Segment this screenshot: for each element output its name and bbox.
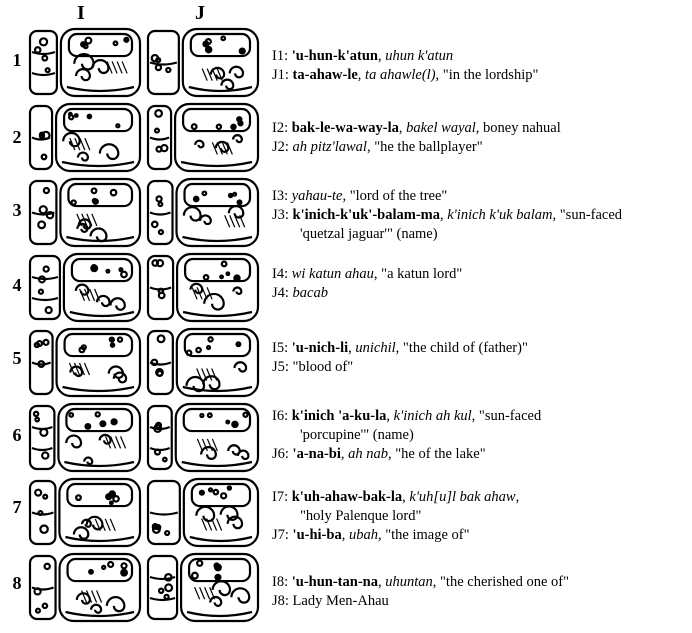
entry-segment: ta ahawle(l): [365, 67, 436, 83]
entry-line: [272, 407, 690, 426]
entry-segment: I7:: [272, 489, 292, 505]
glyph-block: [148, 479, 258, 546]
entry-segment: ,: [377, 48, 386, 64]
entry-line: [272, 445, 690, 464]
glyph-block: [30, 404, 140, 471]
translation-entry-6: [272, 407, 690, 464]
entry-segment: J5:: [272, 359, 293, 375]
glyph-block: [148, 179, 258, 246]
entry-segment: I5:: [272, 340, 292, 356]
entry-segment: uhuntan: [385, 574, 433, 590]
glyph-block: [148, 254, 258, 321]
entry-line: [272, 66, 690, 85]
glyph-block: [148, 554, 258, 621]
entry-segment: ta-ahaw-le: [292, 67, 358, 83]
entry-line: [272, 573, 690, 592]
translation-entry-2: [272, 119, 690, 157]
entry-line: [272, 526, 690, 545]
entry-segment: J1:: [272, 67, 293, 83]
entry-segment: , "in the lordship": [435, 67, 539, 83]
glyph-block: [30, 554, 140, 621]
entry-line: [272, 592, 690, 611]
entry-line: [272, 426, 690, 445]
glyph-block: [30, 29, 140, 96]
entry-segment: uhun k'atun: [385, 48, 454, 64]
entry-segment: ,: [348, 340, 356, 356]
entry-segment: , "the child of (father)": [395, 340, 528, 356]
entry-segment: , "sun-faced: [552, 207, 623, 223]
entry-segment: k'inich ah kul: [393, 408, 472, 424]
entry-line: [272, 206, 690, 225]
entry-segment: 'quetzal jaguar'" (name): [300, 226, 438, 242]
column-header-i: I: [77, 2, 85, 24]
translation-entry-5: [272, 339, 690, 377]
maya-glyph-blocks: [26, 26, 272, 626]
entry-segment: ,: [440, 207, 448, 223]
entry-segment: k'uh[u]l bak ahaw: [409, 489, 516, 505]
entry-segment: I6:: [272, 408, 292, 424]
entry-segment: k'inich 'a-ku-la: [291, 408, 387, 424]
glyph-block: [30, 104, 140, 171]
entry-segment: , "sun-faced: [471, 408, 542, 424]
entry-segment: ah pitz'lawal: [292, 139, 367, 155]
row-number-5: 5: [12, 348, 22, 368]
entry-segment: , "the image of": [377, 527, 470, 543]
glyph-block: [148, 329, 258, 396]
row-number-2: 2: [12, 127, 22, 147]
row-number-3: 3: [12, 200, 22, 220]
translation-entry-8: [272, 573, 690, 611]
column-header-j: J: [195, 2, 205, 24]
entry-segment: J3:: [272, 207, 293, 223]
entry-segment: "blood of": [292, 359, 354, 375]
row-number-8: 8: [12, 573, 22, 593]
entry-segment: bakel wayal: [406, 120, 476, 136]
entry-segment: wi katun ahau: [291, 266, 374, 282]
entry-segment: ,: [377, 574, 386, 590]
entry-segment: ,: [340, 446, 349, 462]
entry-segment: , "he of the lake": [388, 446, 486, 462]
glyph-block: [148, 29, 258, 96]
entry-segment: , "the cherished one of": [432, 574, 569, 590]
entry-segment: 'u-nich-li: [291, 340, 349, 356]
translation-entry-4: [272, 265, 690, 303]
entry-segment: bacab: [292, 285, 328, 301]
row-number-6: 6: [12, 425, 22, 445]
entry-line: [272, 488, 690, 507]
entry-segment: 'u-hi-ba: [292, 527, 342, 543]
entry-segment: ubah: [348, 527, 378, 543]
entry-segment: 'u-hun-tan-na: [291, 574, 378, 590]
entry-line: [272, 138, 690, 157]
entry-segment: J2:: [272, 139, 293, 155]
entry-line: [272, 225, 690, 244]
entry-segment: ,: [386, 408, 394, 424]
entry-segment: 'porcupine'" (name): [300, 427, 414, 443]
entry-line: [272, 47, 690, 66]
glyph-block: [30, 179, 140, 246]
entry-segment: I4:: [272, 266, 292, 282]
glyph-block: [148, 104, 258, 171]
entry-segment: k'inich k'uk balam: [447, 207, 553, 223]
translation-entry-3: [272, 187, 690, 244]
entry-segment: ,: [515, 489, 520, 505]
entry-segment: ah nab: [348, 446, 389, 462]
entry-segment: , "he the ballplayer": [366, 139, 483, 155]
entry-segment: Lady Men-Ahau: [292, 593, 389, 609]
entry-segment: , "a katun lord": [373, 266, 463, 282]
entry-segment: 'a-na-bi: [292, 446, 341, 462]
entry-segment: ,: [398, 120, 407, 136]
row-number-7: 7: [12, 497, 22, 517]
entry-segment: ,: [341, 527, 349, 543]
entry-segment: I3:: [272, 188, 292, 204]
entry-segment: yahau-te: [291, 188, 343, 204]
entry-line: [272, 284, 690, 303]
entry-segment: k'inich-k'uk'-balam-ma: [292, 207, 440, 223]
entry-segment: J8:: [272, 593, 293, 609]
entry-segment: ,: [402, 489, 410, 505]
entry-segment: I2:: [272, 120, 292, 136]
entry-segment: J7:: [272, 527, 293, 543]
entry-segment: I1:: [272, 48, 292, 64]
entry-segment: 'u-hun-k'atun: [291, 48, 378, 64]
translation-entry-7: [272, 488, 690, 545]
glyph-drawing: [26, 26, 272, 626]
entry-line: [272, 507, 690, 526]
glyph-block: [148, 404, 258, 471]
entry-segment: unichil: [355, 340, 396, 356]
entry-segment: "holy Palenque lord": [300, 508, 422, 524]
entry-segment: k'uh-ahaw-bak-la: [291, 489, 403, 505]
entry-segment: J6:: [272, 446, 293, 462]
entry-line: [272, 187, 690, 206]
entry-segment: I8:: [272, 574, 292, 590]
row-number-1: 1: [12, 50, 22, 70]
entry-segment: bak-le-wa-way-la: [291, 120, 399, 136]
entry-segment: ,: [357, 67, 366, 83]
entry-line: [272, 265, 690, 284]
glyph-block: [30, 254, 140, 321]
entry-segment: , "lord of the tree": [342, 188, 448, 204]
entry-line: [272, 339, 690, 358]
row-number-4: 4: [12, 275, 22, 295]
entry-line: [272, 119, 690, 138]
entry-segment: , boney nahual: [475, 120, 561, 136]
entry-segment: J4:: [272, 285, 293, 301]
glyph-block: [30, 329, 140, 396]
glyph-block: [30, 479, 140, 546]
entry-line: [272, 358, 690, 377]
translation-entry-1: [272, 47, 690, 85]
